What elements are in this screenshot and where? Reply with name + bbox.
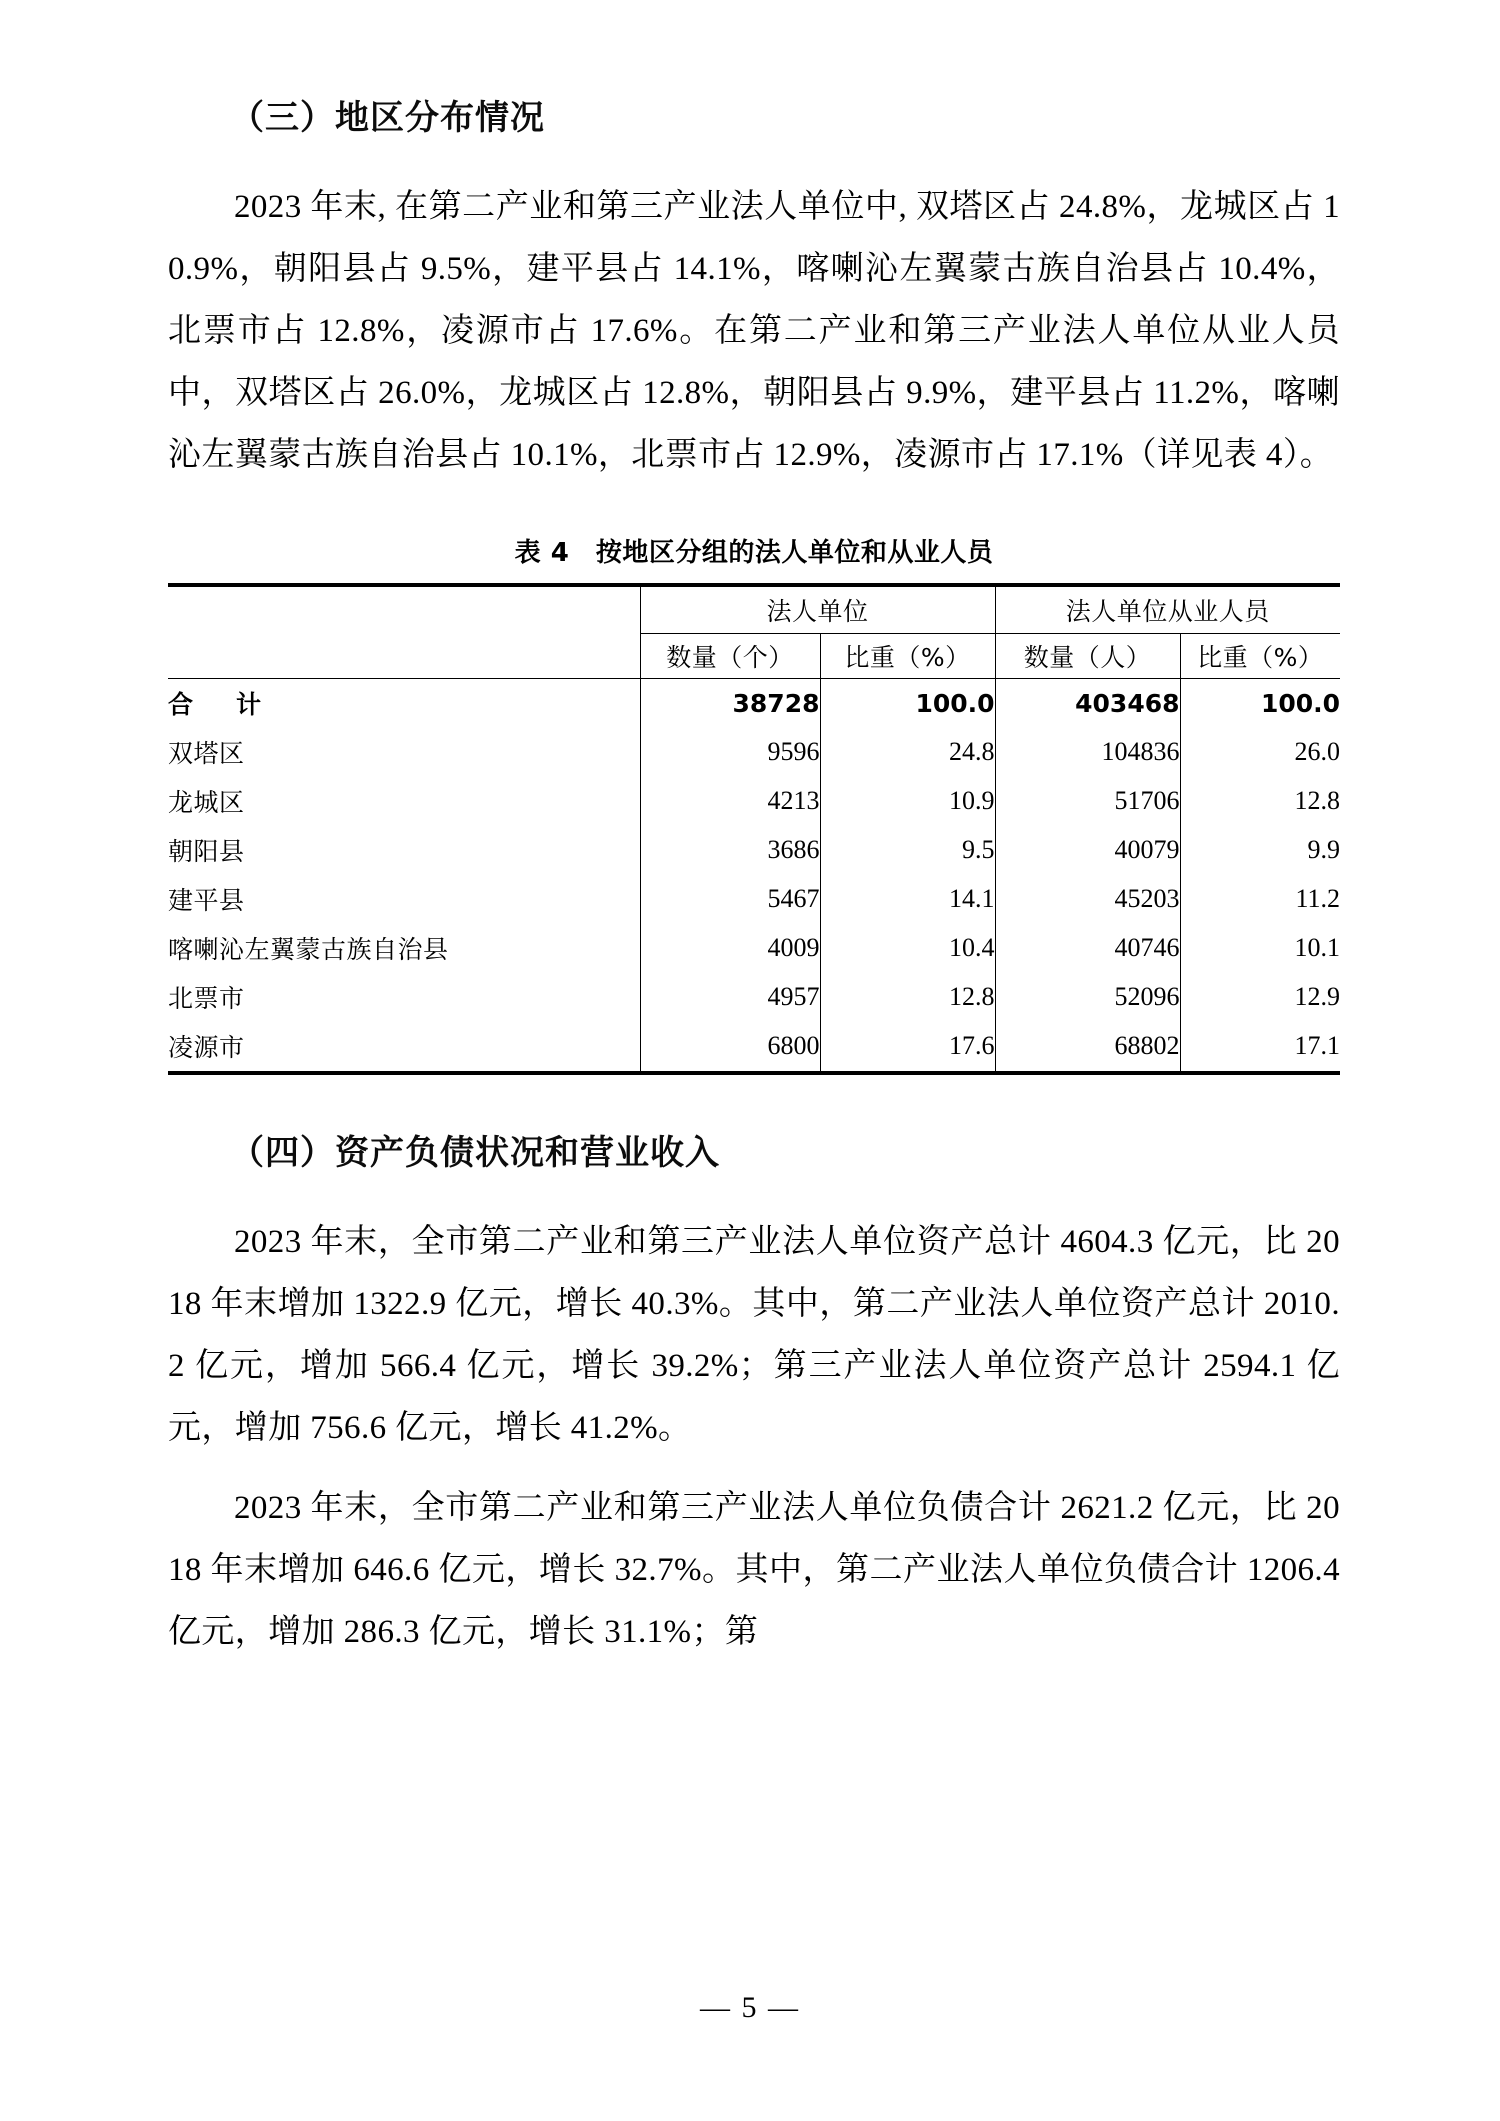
table-cell-employees-count: 403468 — [995, 678, 1180, 728]
table4-header-units: 法人单位 — [640, 585, 995, 634]
table-cell-units-count: 4213 — [640, 777, 820, 826]
table-cell-employees-count: 52096 — [995, 973, 1180, 1022]
table-row — [168, 973, 1340, 1022]
table-cell-units-count: 5467 — [640, 875, 820, 924]
table4-subheader-units-share: 比重（%） — [820, 633, 995, 678]
table-row — [168, 777, 1340, 826]
table4-group-header-row — [168, 585, 1340, 634]
paragraph-liabilities: 2023 年末，全市第二产业和第三产业法人单位负债合计 2621.2 亿元，比 2018 年末增加 646.6 亿元，增长 32.7%。其中，第二产业法人单位负债合计 1206.4 亿元，增加 286.3 亿元，增长 31.1%；第 — [168, 1489, 1340, 1650]
paragraph-region-distribution: 2023 年末, 在第二产业和第三产业法人单位中, 双塔区占 24.8%，龙城区占 10.9%，朝阳县占 9.5%，建平县占 14.1%，喀喇沁左翼蒙古族自治县占 10.4%，北票市占 12.8%，凌源市占 17.6%。在第二产业和第三产业法人单位从业人员中，双塔区占 26.0%，龙城区占 12.8%，朝阳县占 9.9%，建平县占 11.2%，喀喇沁左翼蒙古族自治县占 10.1%，北票市占 12.9%，凌源市占 17.1%（详见表 4）。 — [168, 188, 1340, 473]
table-cell-employees-share: 9.9 — [1180, 826, 1340, 875]
table-cell-units-share: 9.5 — [820, 826, 995, 875]
table-cell-region-name: 龙城区 — [168, 788, 245, 818]
table-cell-employees-share: 100.0 — [1180, 678, 1340, 728]
table-row — [168, 728, 1340, 777]
table-cell-employees-count: 45203 — [995, 875, 1180, 924]
table-cell-employees-count: 51706 — [995, 777, 1180, 826]
table-cell-region-name: 合 计 — [168, 690, 271, 720]
table-row — [168, 924, 1340, 973]
table-cell-employees-count: 40746 — [995, 924, 1180, 973]
paragraph-assets: 2023 年末，全市第二产业和第三产业法人单位资产总计 4604.3 亿元，比 2018 年末增加 1322.9 亿元，增长 40.3%。其中，第二产业法人单位资产总计 2010.2 亿元，增加 566.4 亿元，增长 39.2%；第三产业法人单位资产总计 2594.1 亿元，增加 756.6 亿元，增长 41.2%。 — [168, 1223, 1340, 1446]
table-cell-units-count: 38728 — [640, 678, 820, 728]
table-cell-employees-count: 68802 — [995, 1022, 1180, 1073]
table-cell-region-name: 凌源市 — [168, 1022, 640, 1073]
section-region-distribution — [168, 96, 1340, 142]
table4-title: 表 4 按地区分组的法人单位和从业人员 — [514, 537, 994, 568]
page-content — [168, 0, 1340, 1663]
table4-head — [168, 585, 1340, 679]
table-cell-employees-share: 11.2 — [1180, 875, 1340, 924]
table-cell-units-count: 4009 — [640, 924, 820, 973]
table-cell-units-share: 12.8 — [820, 973, 995, 1022]
table4-body — [168, 678, 1340, 1073]
table-cell-units-share: 100.0 — [820, 678, 995, 728]
table-cell-employees-share: 12.8 — [1180, 777, 1340, 826]
table4-sub-header-row — [168, 633, 1340, 678]
table-row — [168, 826, 1340, 875]
table-cell-units-share: 10.4 — [820, 924, 995, 973]
table-cell-units-count: 6800 — [640, 1022, 820, 1073]
table-cell-units-share: 24.8 — [820, 728, 995, 777]
table-cell-units-share: 14.1 — [820, 875, 995, 924]
table-cell-units-count: 9596 — [640, 728, 820, 777]
table-cell-region-name: 喀喇沁左翼蒙古族自治县 — [168, 935, 449, 965]
table4 — [168, 583, 1340, 1075]
table4-subheader-employees-share: 比重（%） — [1180, 633, 1340, 678]
table-row — [168, 875, 1340, 924]
table-cell-region-name: 北票市 — [168, 984, 245, 1014]
table-cell-employees-share: 12.9 — [1180, 973, 1340, 1022]
table-cell-region-name: 朝阳县 — [168, 837, 245, 867]
table-row — [168, 1022, 1340, 1073]
table-cell-units-count: 4957 — [640, 973, 820, 1022]
section-assets-liabilities — [168, 1131, 1340, 1177]
table-cell-units-count: 3686 — [640, 826, 820, 875]
table-cell-units-share: 10.9 — [820, 777, 995, 826]
table-cell-employees-share: 26.0 — [1180, 728, 1340, 777]
table4-subheader-employees-count: 数量（人） — [995, 633, 1180, 678]
table-cell-units-share: 17.6 — [820, 1022, 995, 1073]
table4-header-blank — [168, 585, 640, 634]
table-cell-employees-count: 40079 — [995, 826, 1180, 875]
table-row — [168, 678, 1340, 728]
table-cell-employees-count: 104836 — [995, 728, 1180, 777]
table-cell-employees-share: 10.1 — [1180, 924, 1340, 973]
section-heading-region-distribution: （三）地区分布情况 — [230, 98, 545, 138]
table-cell-region-name: 建平县 — [168, 886, 245, 916]
page-number: — 5 — — [700, 1991, 800, 2024]
table-cell-employees-share: 17.1 — [1180, 1022, 1340, 1073]
table4-subheader-units-count: 数量（个） — [640, 633, 820, 678]
table4-header-employees: 法人单位从业人员 — [995, 585, 1340, 634]
table-cell-region-name: 双塔区 — [168, 739, 245, 769]
table4-subheader-blank — [168, 633, 640, 678]
section-heading-assets-liabilities: （四）资产负债状况和营业收入 — [230, 1132, 720, 1173]
